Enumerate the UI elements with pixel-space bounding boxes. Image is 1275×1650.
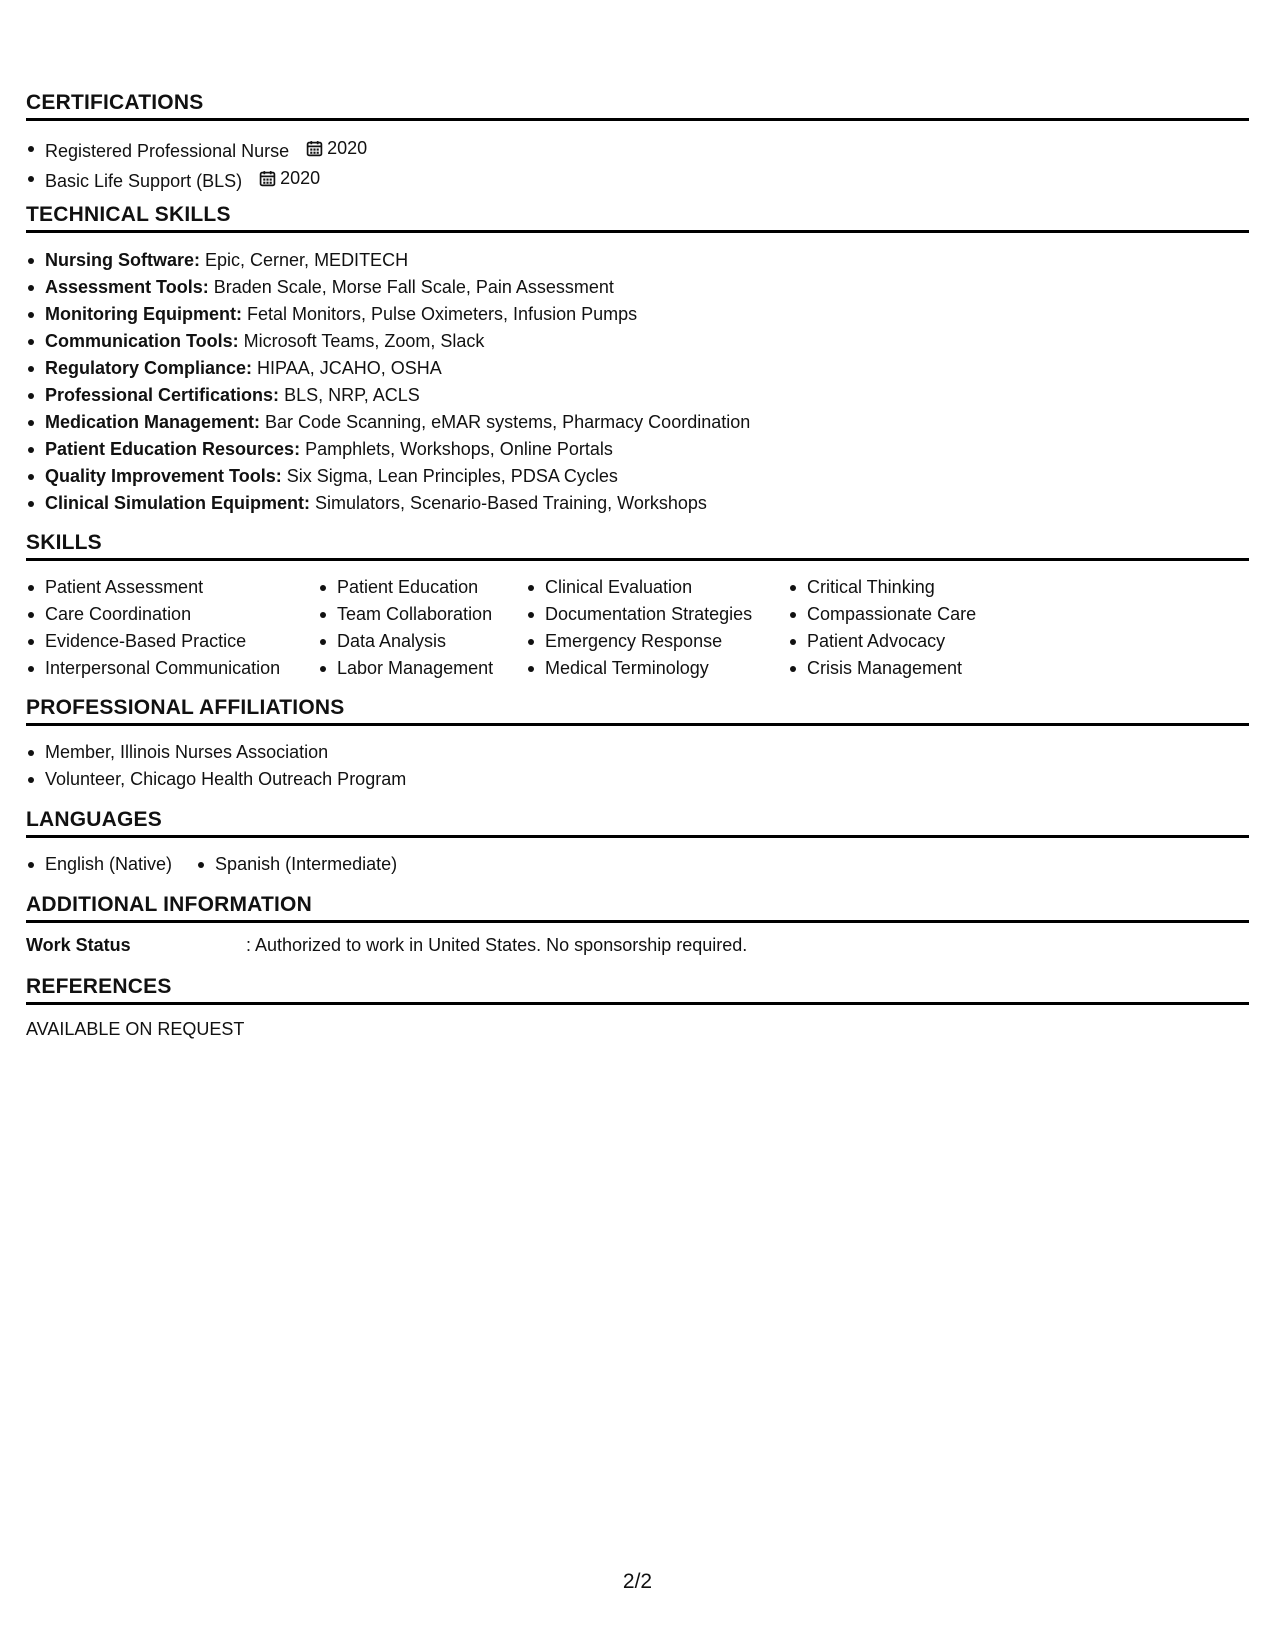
list-item <box>26 274 750 301</box>
skill-category: Regulatory Compliance: <box>45 358 253 378</box>
certification-name: Registered Professional Nurse <box>45 141 290 161</box>
work-status-label: Work Status <box>26 935 131 955</box>
list-item <box>26 382 750 409</box>
list-item <box>26 165 367 195</box>
list-item: Crisis Management <box>788 655 976 682</box>
list-item: Spanish (Intermediate) <box>196 851 397 878</box>
skills-column-2 <box>318 574 493 682</box>
skills-heading: SKILLS <box>26 531 1249 561</box>
languages-list <box>26 851 421 878</box>
skill-category: Nursing Software: <box>45 250 201 270</box>
certification-date <box>306 135 367 162</box>
list-item <box>26 135 367 165</box>
list-item: Emergency Response <box>526 628 752 655</box>
skill-category: Patient Education Resources: <box>45 439 301 459</box>
list-item: Medical Terminology <box>526 655 752 682</box>
calendar-icon <box>259 170 276 187</box>
affiliations-list <box>26 739 406 793</box>
list-item: Labor Management <box>318 655 493 682</box>
list-item <box>26 490 750 517</box>
list-item: Volunteer, Chicago Health Outreach Program <box>26 766 406 793</box>
list-item <box>26 436 750 463</box>
languages-heading: LANGUAGES <box>26 808 1249 838</box>
list-item <box>26 301 750 328</box>
list-item: Member, Illinois Nurses Association <box>26 739 406 766</box>
skill-values: Pamphlets, Workshops, Online Portals <box>300 439 613 459</box>
list-item <box>26 355 750 382</box>
certifications-list <box>26 135 367 195</box>
skill-values: BLS, NRP, ACLS <box>279 385 420 405</box>
skills-column-1 <box>26 574 280 682</box>
skill-category: Medication Management: <box>45 412 261 432</box>
work-status-value: : Authorized to work in United States. No sponsorship required. <box>246 935 748 955</box>
skill-values: Simulators, Scenario-Based Training, Workshops <box>310 493 707 513</box>
list-item: Patient Education <box>318 574 493 601</box>
list-item: Care Coordination <box>26 601 280 628</box>
certifications-heading: CERTIFICATIONS <box>26 91 1249 121</box>
certification-name: Basic Life Support (BLS) <box>45 171 243 191</box>
technical-skills-heading: TECHNICAL SKILLS <box>26 203 1249 233</box>
certification-date <box>259 165 320 192</box>
calendar-icon <box>306 140 323 157</box>
list-item: Team Collaboration <box>318 601 493 628</box>
skill-category: Quality Improvement Tools: <box>45 466 282 486</box>
list-item: English (Native) <box>26 851 172 878</box>
skills-column-4 <box>788 574 976 682</box>
skill-values: Microsoft Teams, Zoom, Slack <box>238 331 485 351</box>
language-item-wrap <box>196 851 397 878</box>
skill-category: Communication Tools: <box>45 331 239 351</box>
skill-values: Braden Scale, Morse Fall Scale, Pain Assessment <box>208 277 614 297</box>
skill-values: HIPAA, JCAHO, OSHA <box>252 358 442 378</box>
skill-category: Professional Certifications: <box>45 385 280 405</box>
skill-values: Six Sigma, Lean Principles, PDSA Cycles <box>281 466 618 486</box>
references-text: AVAILABLE ON REQUEST <box>26 1019 245 1039</box>
skill-category: Monitoring Equipment: <box>45 304 242 324</box>
list-item: Critical Thinking <box>788 574 976 601</box>
list-item <box>26 328 750 355</box>
additional-info-heading: ADDITIONAL INFORMATION <box>26 893 1249 923</box>
language-item-wrap <box>26 851 172 878</box>
list-item: Documentation Strategies <box>526 601 752 628</box>
list-item: Clinical Evaluation <box>526 574 752 601</box>
list-item: Patient Assessment <box>26 574 280 601</box>
list-item: Interpersonal Communication <box>26 655 280 682</box>
certification-year: 2020 <box>280 168 321 188</box>
skill-category: Clinical Simulation Equipment: <box>45 493 311 513</box>
list-item: Evidence-Based Practice <box>26 628 280 655</box>
certification-year: 2020 <box>327 138 368 158</box>
skill-category: Assessment Tools: <box>45 277 209 297</box>
references-heading: REFERENCES <box>26 975 1249 1005</box>
skill-values: Fetal Monitors, Pulse Oximeters, Infusion Pumps <box>241 304 638 324</box>
list-item: Patient Advocacy <box>788 628 976 655</box>
skill-values: Bar Code Scanning, eMAR systems, Pharmacy Coordination <box>260 412 751 432</box>
list-item: Data Analysis <box>318 628 493 655</box>
affiliations-heading: PROFESSIONAL AFFILIATIONS <box>26 696 1249 726</box>
skill-values: Epic, Cerner, MEDITECH <box>200 250 409 270</box>
list-item <box>26 409 750 436</box>
page-number: 2/2 <box>622 1570 653 1593</box>
list-item <box>26 247 750 274</box>
list-item <box>26 463 750 490</box>
list-item: Compassionate Care <box>788 601 976 628</box>
skills-column-3 <box>526 574 752 682</box>
technical-skills-list <box>26 247 750 517</box>
